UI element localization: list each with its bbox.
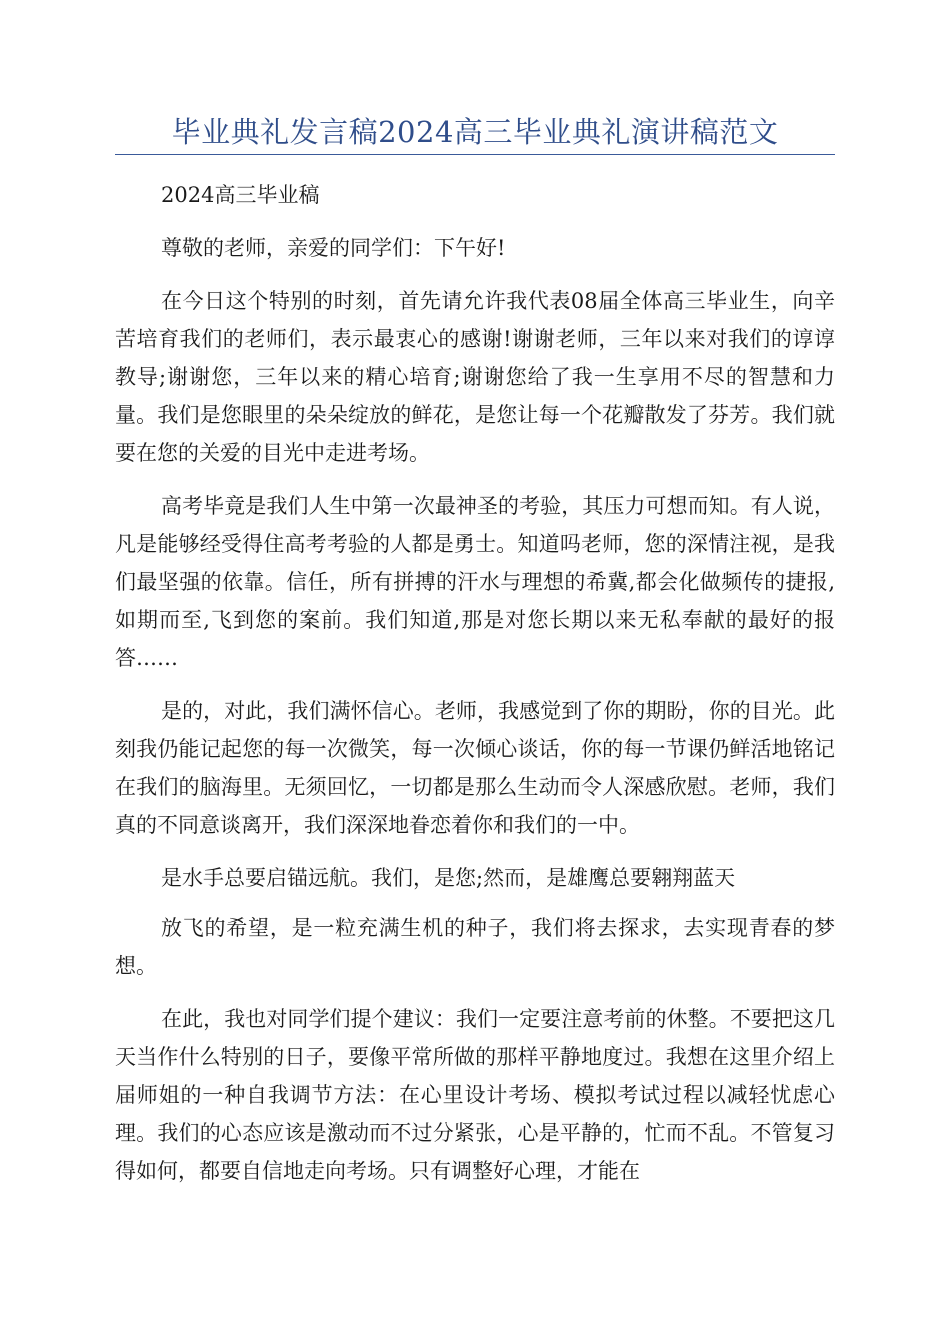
paragraph: 是水手总要启锚远航。我们，是您;然而，是雄鹰总要翱翔蓝天 xyxy=(161,866,736,890)
paragraph-subtitle: 2024高三毕业稿 xyxy=(161,183,320,207)
document-title: 毕业典礼发言稿2024高三毕业典礼演讲稿范文 xyxy=(171,115,779,149)
paragraph: 在今日这个特别的时刻，首先请允许我代表08届全体高三毕业生，向辛苦培育我们的老师们，表示最衷心的感谢!谢谢老师，三年以来对我们的谆谆教导;谢谢您，三年以来的精心培育;谢谢您给了我一生享用不尽的智慧和力量。我们是您眼里的朵朵绽放的鲜花，是您让每一个花瓣散发了芬芳。我们就要在您的关爱的目光中走进考场。 xyxy=(115,289,835,465)
paragraph: 高考毕竟是我们人生中第一次最神圣的考验，其压力可想而知。有人说，凡是能够经受得住高考考验的人都是勇士。知道吗老师，您的深情注视，是我们最坚强的依靠。信任，所有拼搏的汗水与理想的希冀,都会化做频传的捷报,如期而至,飞到您的案前。我们知道,那是对您长期以来无私奉献的最好的报答…… xyxy=(115,494,835,670)
paragraph: 在此，我也对同学们提个建议：我们一定要注意考前的休整。不要把这几天当作什么特别的日子，要像平常所做的那样平静地度过。我想在这里介绍上届师姐的一种自我调节方法：在心里设计考场、模拟考试过程以减轻忧虑心理。我们的心态应该是激动而不过分紧张，心是平静的，忙而不乱。不管复习得如何，都要自信地走向考场。只有调整好心理，才能在 xyxy=(115,1007,835,1183)
paragraph: 放飞的希望，是一粒充满生机的种子，我们将去探求，去实现青春的梦想。 xyxy=(115,916,835,978)
title-underline xyxy=(115,154,835,155)
paragraph: 是的，对此，我们满怀信心。老师，我感觉到了你的期盼，你的目光。此刻我仍能记起您的每一次微笑，每一次倾心谈话，你的每一节课仍鲜活地铭记在我们的脑海里。无须回忆，一切都是那么生动而令人深感欣慰。老师，我们真的不同意谈离开，我们深深地眷恋着你和我们的一中。 xyxy=(115,699,835,837)
document-body xyxy=(115,176,835,1205)
paragraph-greeting: 尊敬的老师，亲爱的同学们：下午好! xyxy=(161,236,506,260)
